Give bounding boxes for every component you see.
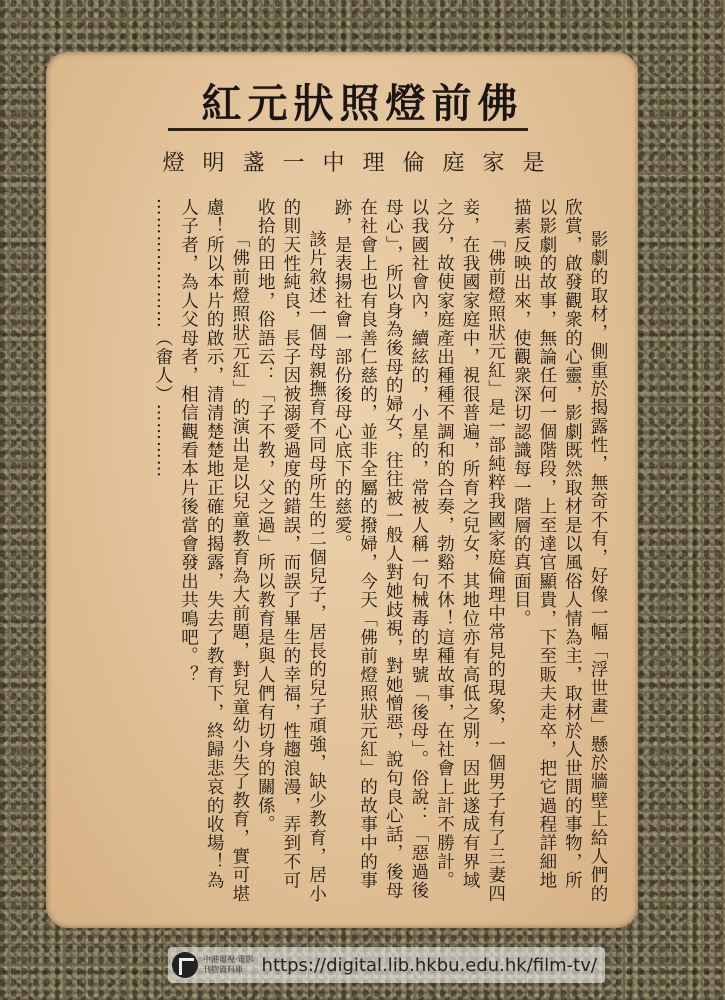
article-body: [78, 198, 610, 903]
archive-url: https://digital.lib.hkbu.edu.hk/film-tv/: [261, 954, 597, 976]
signature-line: [149, 198, 175, 903]
paragraph-3: 該片敘述一個母親撫育不同母所生的二個兒子，居長的兒子頑強，缺少教育，居小的則天性純良，長子因被溺愛過度的錯誤，而誤了畢生的幸福，性趨浪漫，弄到不可收拾的田地，俗語云：「子不教，父之過」所以教育是與人們有切身的關係。: [255, 198, 327, 903]
paragraph-4: 「佛前燈照狀元紅」的演出是以兒童教育為大前題，對兒童幼小失了教育，實可堪慮！所以本片的啟示，清清楚楚地正確的揭露，失去了教育下，終歸悲哀的收場！為人子者，為人父母者，相信觀看本片後當會發出共鳴吧。？: [178, 198, 250, 903]
paragraph-1: 影劇的取材，側重於揭露性，無奇不有，好像一幅「浮世畫」懸於牆壁上給人們的欣賞，啟發觀衆的心靈，影劇既然取材是以風俗人情為主，取材於人世間的事物，所以影劇的故事，無論任何一個階段，上至達官顯貴，下至販夫走卒，把它過程詳細地描素反映出來，使觀衆深切認識每一階層的真面目。: [511, 198, 608, 903]
page-subtitle: 燈明盞一中理倫庭家是: [162, 151, 563, 176]
archive-org-line-2: 刊物資料庫: [203, 965, 243, 974]
page-title: 紅元狀照燈前佛: [201, 81, 524, 127]
author-signature: （畬人）…………: [152, 328, 173, 479]
archive-watermark: [168, 947, 605, 983]
title-divider: [168, 128, 528, 131]
paragraph-2: 「佛前燈照狀元紅」是一部純粹我國家庭倫理中常見的現象，一個男子有了三妻四妾，在我國家庭中，視很普遍，所育之兒女，其地位亦有高低之別，因此遂成有界域之分，故使家庭產出種種不調和的合奏，勃谿不休！這種故事，在社會上計不勝計。以我國社會內，續絃的，小星的，常被人稱一句械毒的卑號「後母」。俗說：「惡過後母心」，所以身為後母的婦女，往往被一般人對她歧視，對她憎惡，說句良心話，後母在社會上也有良善仁慈的，並非全屬的撥婦，今天「佛前燈照狀元紅」的故事中的事跡，是表揚社會一部份後母心底下的慈愛。: [332, 198, 506, 903]
signature-leader-dots: …………………: [152, 198, 173, 329]
archive-logo-icon: [172, 952, 198, 978]
archive-org-name: [203, 955, 254, 975]
archive-org-line-1: 中港電視·電影: [203, 955, 254, 964]
